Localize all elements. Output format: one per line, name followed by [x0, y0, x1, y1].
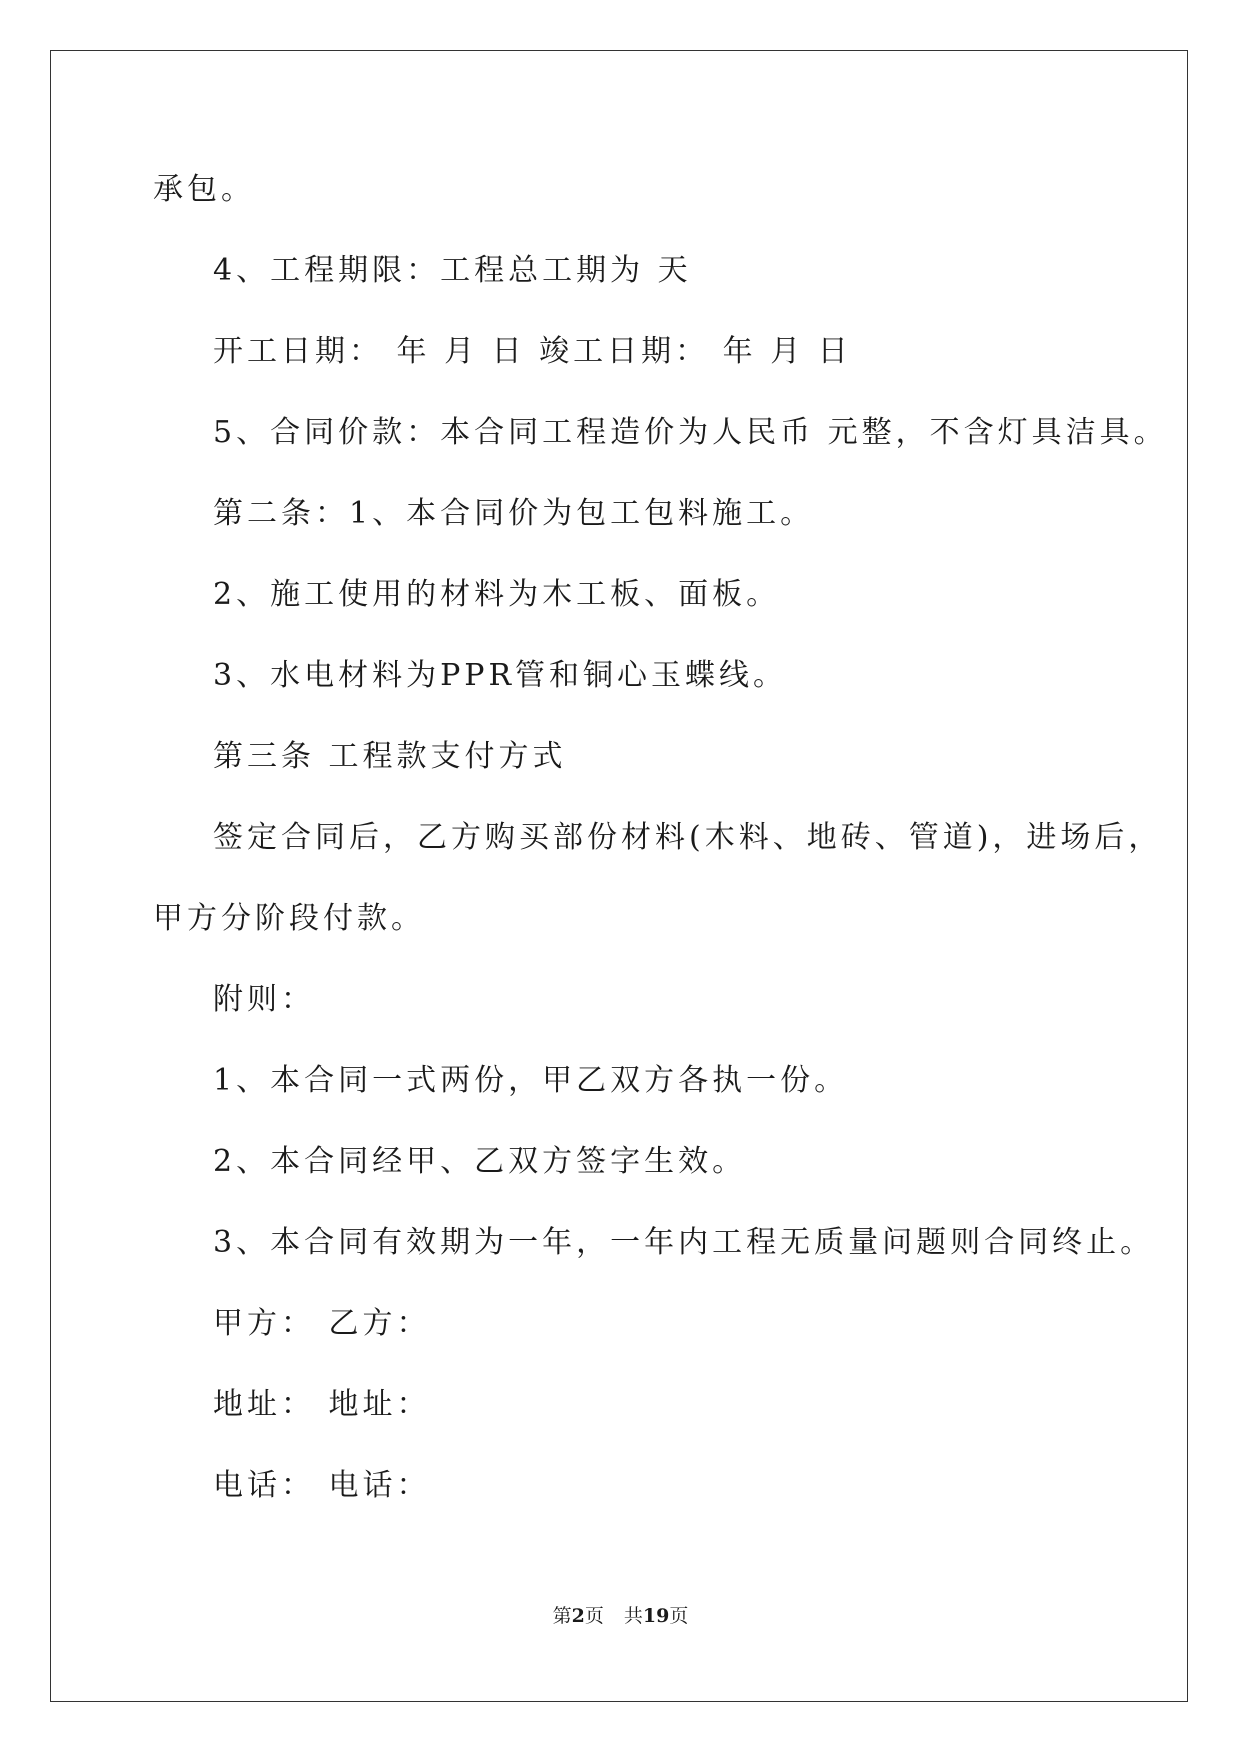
address-line: 地址： 地址： [213, 1387, 431, 1422]
page-prefix: 第 [552, 1605, 572, 1627]
total-prefix: 共 [623, 1605, 643, 1627]
page-footer [0, 1604, 1241, 1628]
text-line-10: 甲方分阶段付款。 [153, 901, 425, 936]
total-pages: 19 [642, 1605, 670, 1627]
text-line-3: 开工日期： 年 月 日 竣工日期： 年 月 日 [213, 334, 852, 369]
total-suffix: 页 [669, 1605, 689, 1627]
page-border [50, 50, 1188, 1702]
page-suffix: 页 [584, 1605, 604, 1627]
text-line-5: 第二条：1、本合同价为包工包料施工。 [213, 496, 815, 531]
text-line-6: 2、施工使用的材料为木工板、面板。 [213, 577, 781, 612]
text-line-12: 1、本合同一式两份，甲乙双方各执一份。 [213, 1063, 849, 1098]
phone-line: 电话： 电话： [213, 1468, 431, 1503]
section-heading-3: 第三条 工程款支付方式 [213, 739, 567, 774]
text-line-14: 3、本合同有效期为一年，一年内工程无质量问题则合同终止。 [213, 1225, 1155, 1260]
appendix-heading: 附则： [213, 982, 315, 1017]
text-line-7: 3、水电材料为PPR管和铜心玉蝶线。 [213, 658, 788, 693]
text-line-2: 4、工程期限：工程总工期为 天 [213, 253, 692, 288]
text-line-13: 2、本合同经甲、乙双方签字生效。 [213, 1144, 747, 1179]
party-line: 甲方： 乙方： [213, 1306, 431, 1341]
text-line-1: 承包。 [153, 172, 255, 207]
text-line-4: 5、合同价款：本合同工程造价为人民币 元整，不含灯具洁具。 [213, 415, 1168, 450]
page-number: 2 [571, 1605, 585, 1627]
text-line-9: 签定合同后，乙方购买部份材料(木料、地砖、管道)，进场后， [213, 820, 1163, 855]
